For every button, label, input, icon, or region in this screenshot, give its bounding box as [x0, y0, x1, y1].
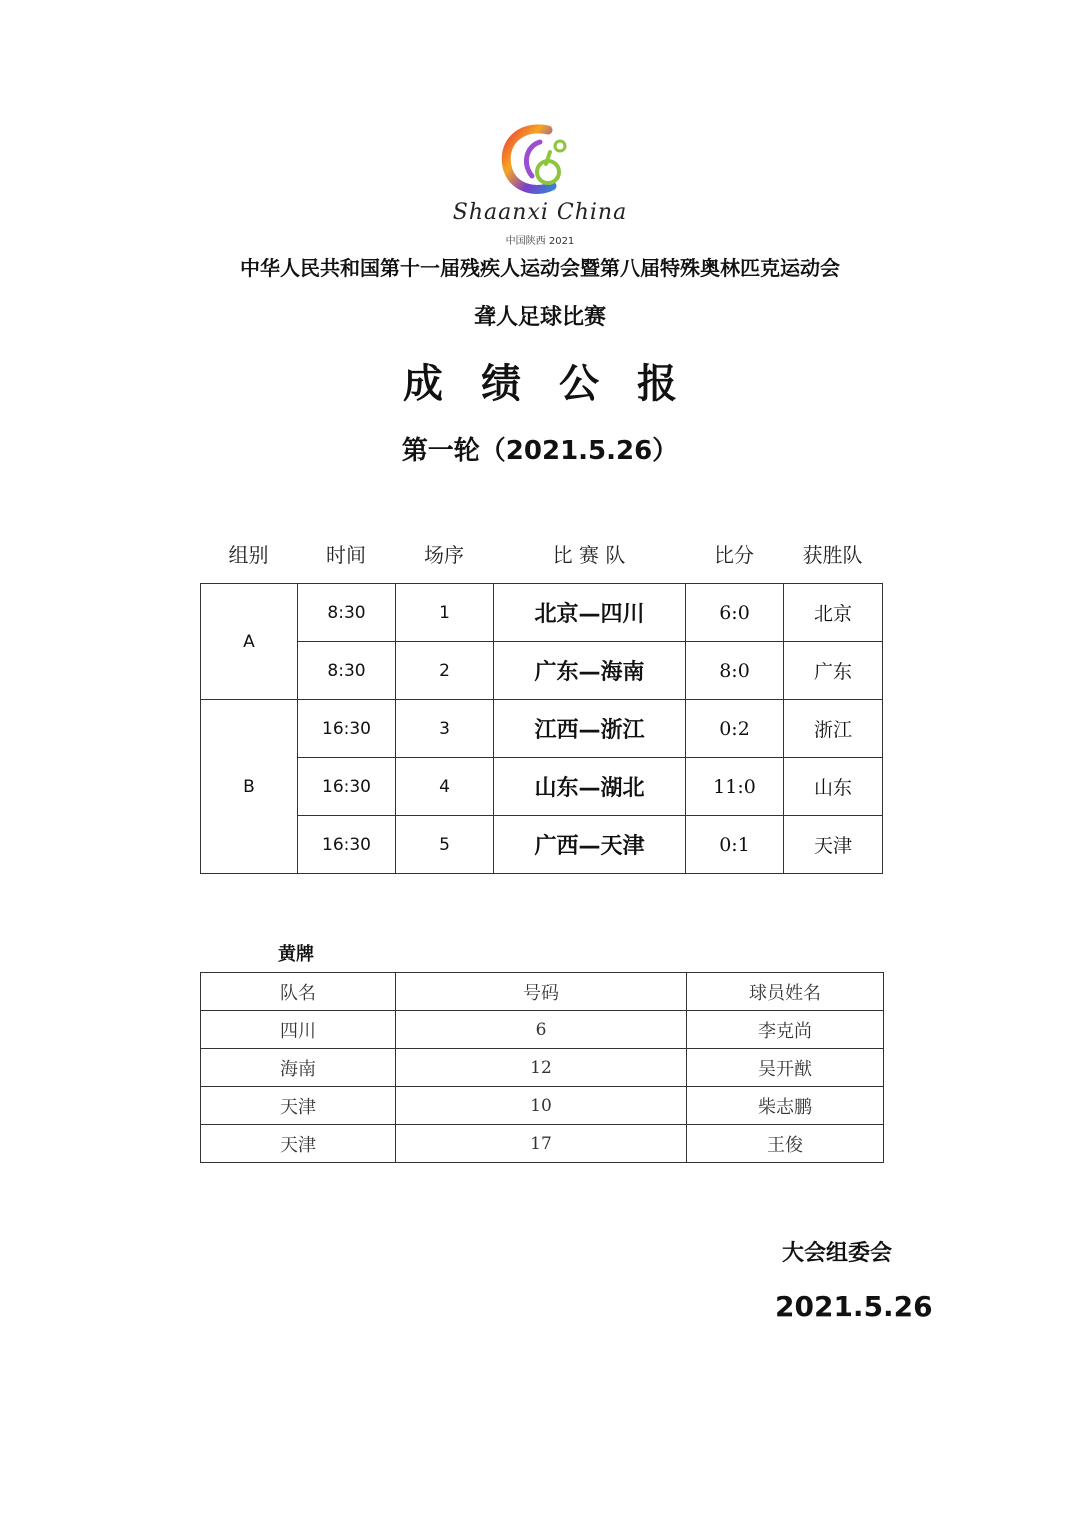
- order-cell: 1: [396, 584, 494, 642]
- team-cell: 天津: [201, 1125, 396, 1163]
- yellow-cards-table: [200, 972, 884, 1163]
- results-header: [200, 540, 882, 570]
- winner-cell: 广东: [784, 642, 883, 700]
- games-logo-icon: [490, 120, 590, 200]
- player-cell: 柴志鹏: [687, 1087, 884, 1125]
- team-cell: 四川: [201, 1011, 396, 1049]
- player-cell: 吴开猷: [687, 1049, 884, 1087]
- score-cell: 6:0: [686, 584, 784, 642]
- logo-script-text: Shaanxi China: [452, 200, 628, 225]
- table-row: [201, 584, 883, 642]
- sport-title: 聋人足球比赛: [473, 305, 606, 330]
- team-cell: 天津: [201, 1087, 396, 1125]
- table-header-row: [201, 973, 884, 1011]
- header-teams: 比 赛 队: [552, 543, 626, 567]
- header-score: 比分: [714, 543, 754, 567]
- logo-subtitle: 中国陕西 2021: [505, 236, 575, 247]
- issue-date: 2021.5.26: [775, 1290, 933, 1323]
- time-cell: 16:30: [298, 758, 396, 816]
- table-row: [201, 816, 883, 874]
- header-group: 组别: [228, 543, 269, 567]
- table-row: [201, 700, 883, 758]
- teams-cell: 广东—海南: [494, 642, 686, 700]
- event-title: 中华人民共和国第十一届残疾人运动会暨第八届特殊奥林匹克运动会: [240, 256, 840, 280]
- player-cell: 王俊: [687, 1125, 884, 1163]
- organizer-name: 大会组委会: [782, 1241, 893, 1266]
- number-cell: 17: [396, 1125, 687, 1163]
- time-cell: 16:30: [298, 816, 396, 874]
- teams-cell: 江西—浙江: [494, 700, 686, 758]
- header-winner: 获胜队: [802, 543, 863, 567]
- header-order: 场序: [424, 543, 464, 567]
- teams-cell: 北京—四川: [494, 584, 686, 642]
- score-cell: 0:1: [686, 816, 784, 874]
- winner-cell: 浙江: [784, 700, 883, 758]
- table-row: [201, 1049, 884, 1087]
- number-cell: 10: [396, 1087, 687, 1125]
- score-cell: 8:0: [686, 642, 784, 700]
- number-cell: 6: [396, 1011, 687, 1049]
- header-number: 号码: [396, 973, 687, 1011]
- header-team: 队名: [201, 973, 396, 1011]
- winner-cell: 天津: [784, 816, 883, 874]
- order-cell: 3: [396, 700, 494, 758]
- number-cell: 12: [396, 1049, 687, 1087]
- winner-cell: 山东: [784, 758, 883, 816]
- team-cell: 海南: [201, 1049, 396, 1087]
- time-cell: 16:30: [298, 700, 396, 758]
- table-row: [201, 758, 883, 816]
- score-cell: 11:0: [686, 758, 784, 816]
- time-cell: 8:30: [298, 584, 396, 642]
- round-title: 第一轮（2021.5.26）: [401, 436, 679, 466]
- score-cell: 0:2: [686, 700, 784, 758]
- winner-cell: 北京: [784, 584, 883, 642]
- teams-cell: 山东—湖北: [494, 758, 686, 816]
- order-cell: 4: [396, 758, 494, 816]
- order-cell: 2: [396, 642, 494, 700]
- table-row: [201, 1125, 884, 1163]
- table-row: [201, 642, 883, 700]
- table-row: [201, 1087, 884, 1125]
- time-cell: 8:30: [298, 642, 396, 700]
- results-table: [200, 583, 883, 874]
- order-cell: 5: [396, 816, 494, 874]
- table-row: [201, 1011, 884, 1049]
- report-title: 成绩公报: [403, 361, 715, 407]
- yellow-cards-label: 黄牌: [278, 944, 314, 965]
- group-cell: A: [201, 584, 298, 700]
- player-cell: 李克尚: [687, 1011, 884, 1049]
- header-time: 时间: [326, 543, 366, 567]
- teams-cell: 广西—天津: [494, 816, 686, 874]
- header-player: 球员姓名: [687, 973, 884, 1011]
- group-cell: B: [201, 700, 298, 874]
